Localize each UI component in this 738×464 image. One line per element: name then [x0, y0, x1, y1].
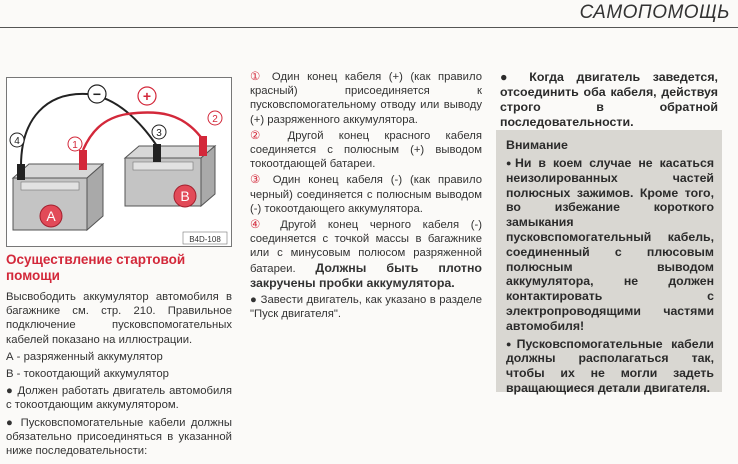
- step-2: [250, 129, 482, 172]
- callout-3: 3: [156, 128, 162, 139]
- red-cable: [83, 112, 203, 150]
- clamp-1: [79, 150, 87, 170]
- step-2-number: ②: [250, 129, 273, 142]
- battery-b-label: B: [180, 188, 190, 204]
- warning-title: Внимание: [506, 138, 568, 152]
- battery-a-label: A: [46, 208, 56, 224]
- start-engine-note: ● Завести двигатель, как указано в разделе "Пуск двигателя".: [250, 294, 482, 321]
- clamp-2: [199, 136, 207, 156]
- sequence-note: ● Пусковспомогательные кабели должны обязательно присоединяться в указанной ниже последовательности:: [6, 416, 232, 458]
- callout-4: 4: [14, 136, 20, 147]
- jump-start-illustration: [6, 77, 232, 247]
- step-2-text: Другой конец красного кабеля соединяется с полюсным (+) выводом токоотдающей батареи.: [250, 129, 482, 171]
- header-divider: [0, 27, 738, 28]
- intro-paragraph: Высвободить аккумулятор автомобиля в багажнике см. стр. 210. Правильное подключение пусковспомогательных кабелей показано на иллюстрации.: [6, 291, 232, 346]
- steps-column: [250, 70, 482, 323]
- page-header-title: САМОПОМОЩЬ: [579, 2, 730, 23]
- step-1-text: Один конец кабеля (+) (как правило красный) присоединяется к пусковспомогательному отводу или выводу (+) разряженного аккумулятора.: [250, 71, 482, 126]
- figure-code: B4D-108: [189, 235, 221, 244]
- step-4-bold-note: Должны быть плотно закручены пробки аккумулятора.: [250, 260, 482, 290]
- minus-sign: −: [92, 86, 102, 102]
- plus-sign: +: [142, 88, 152, 104]
- section-title: Осуществление стартовой помощи: [6, 252, 186, 283]
- step-3-number: ③: [250, 174, 265, 187]
- warning-item-2: ● Пусковспомогательные кабели должны располагаться так, чтобы их не могли задеть вращающиеся детали двигателя.: [506, 337, 714, 396]
- warning-box: [496, 130, 722, 395]
- step-1-number: ①: [250, 71, 265, 83]
- engine-running-note: ● Должен работать двигатель автомобиля с токоотдающим аккумулятором.: [6, 385, 232, 412]
- step-4-text: Другой конец черного кабеля (-) соединяется с точкой массы в багажнике или с минусовым полюсом разряженной батареи.: [250, 219, 482, 275]
- clamp-3: [153, 144, 161, 162]
- callout-2: 2: [212, 114, 218, 125]
- battery-b-definition: В - токоотдающий аккумулятор: [6, 368, 169, 381]
- section-body: [6, 290, 232, 461]
- disconnect-note: ● Когда двигатель заведется, отсоединить оба кабеля, действуя строго в обратной последовательности.: [500, 70, 718, 129]
- battery-a-definition: А - разряженный аккумулятор: [6, 350, 163, 363]
- step-3-text: Один конец кабеля (-) (как правило черный) соединяется с полюсным выводом (-) токоотдающего аккумулятора.: [250, 174, 482, 215]
- step-4-number: ④: [250, 219, 269, 232]
- battery-a: [13, 164, 103, 230]
- callout-1: 1: [72, 140, 78, 151]
- clamp-4: [17, 164, 25, 180]
- step-4: [250, 218, 482, 291]
- step-3: [250, 173, 482, 216]
- step-1: [250, 70, 482, 127]
- warning-item-1: ● Ни в коем случае не касаться неизолированных частей полюсных зажимов. Кроме того, во избежание короткого замыкания пусковспомогательный кабель, соединенный с плюсовым полюсным выводом аккумулятора, не должен контактировать с электропроводящими частями автомобиля!: [506, 156, 714, 334]
